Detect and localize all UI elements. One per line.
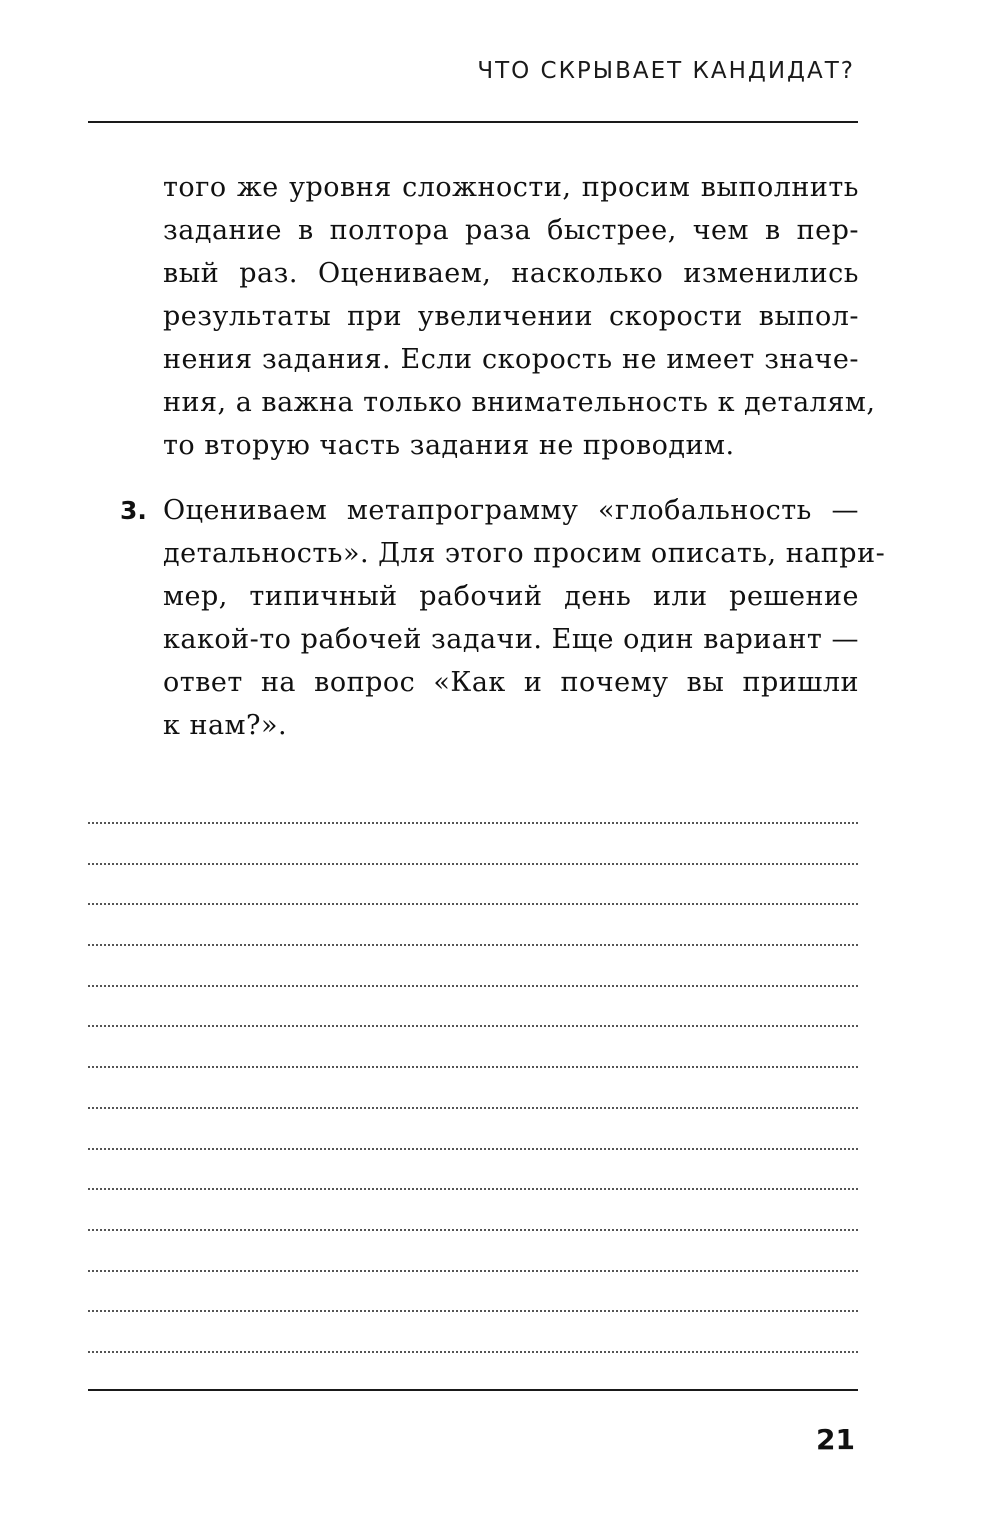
notes-line	[88, 1066, 858, 1068]
text-line: мер, типичный рабочий день или решение	[163, 581, 859, 612]
list-item-text	[163, 489, 886, 747]
text-line: какой-то рабочей задачи. Еще один вариант —	[163, 624, 859, 655]
notes-line	[88, 822, 858, 824]
text-line: ответ на вопрос «Как и почему вы пришли	[163, 667, 859, 698]
notes-line	[88, 1229, 858, 1231]
text-line: вый раз. Оцениваем, насколько изменились	[163, 258, 859, 289]
text-line: того же уровня сложности, просим выполнить	[163, 172, 859, 203]
text-line: детальность». Для этого просим описать, напри-	[163, 538, 886, 569]
notes-line	[88, 1025, 858, 1027]
notes-line	[88, 1107, 858, 1109]
text-line: ния, а важна только внимательность к деталям,	[163, 387, 876, 418]
notes-line	[88, 1148, 858, 1150]
text-line: то вторую часть задания не проводим.	[163, 430, 735, 461]
header-rule	[88, 121, 858, 123]
notes-line	[88, 863, 858, 865]
paragraph-continued	[163, 166, 876, 467]
text-line: к нам?».	[163, 710, 288, 741]
notes-area	[88, 822, 858, 1392]
running-title: ЧТО СКРЫВАЕТ КАНДИДАТ?	[477, 58, 855, 84]
notes-line	[88, 1188, 858, 1190]
notes-line	[88, 1270, 858, 1272]
notes-line	[88, 1351, 858, 1353]
footer-rule	[88, 1389, 858, 1391]
text-line: Оцениваем метапрограмму «глобальность —	[163, 495, 859, 526]
text-line: результаты при увеличении скорости выпол-	[163, 301, 859, 332]
notes-line	[88, 1310, 858, 1312]
text-line: нения задания. Если скорость не имеет значе-	[163, 344, 859, 375]
text-line: задание в полтора раза быстрее, чем в пер-	[163, 215, 859, 246]
notes-line	[88, 944, 858, 946]
page-number: 21	[816, 1423, 855, 1456]
notes-line	[88, 985, 858, 987]
list-item-number: 3.	[120, 496, 147, 525]
notes-line	[88, 903, 858, 905]
